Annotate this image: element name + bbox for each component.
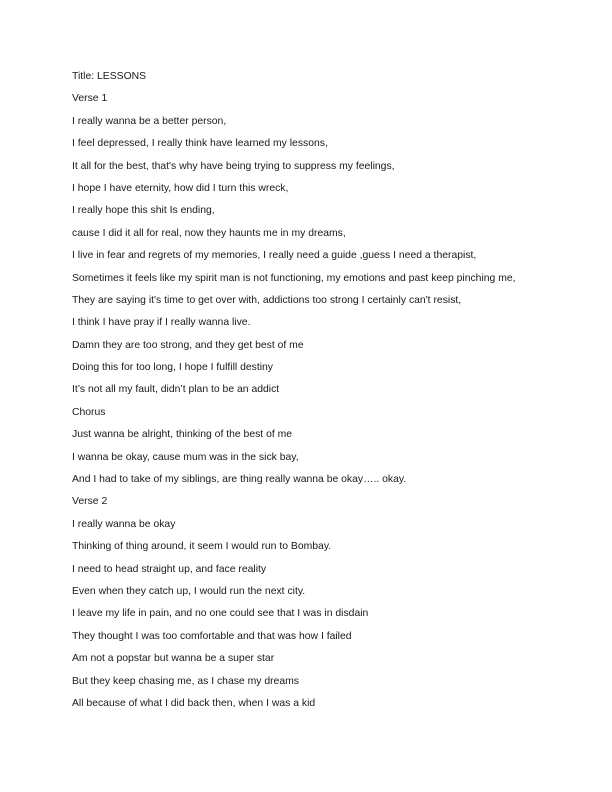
lyric-line: They thought I was too comfortable and that was how I failed	[72, 630, 352, 642]
lyric-line: I live in fear and regrets of my memories, I really need a guide ,guess I need a therapist,	[72, 250, 477, 262]
lyric-line: And I had to take of my siblings, are thing really wanna be okay….. okay.	[72, 474, 407, 486]
lyric-line: cause I did it all for real, now they haunts me in my dreams,	[72, 227, 346, 239]
lyric-line: They are saying it's time to get over with, addictions too strong I certainly can't resist,	[72, 294, 462, 306]
lyric-line: All because of what I did back then, when I was a kid	[72, 697, 316, 709]
lyric-line: Sometimes it feels like my spirit man is not functioning, my emotions and past keep pinching me,	[72, 272, 516, 284]
lyric-line: Even when they catch up, I would run the next city.	[72, 585, 306, 597]
section-heading-verse-1: Verse 1	[72, 93, 108, 105]
lyric-line: Thinking of thing around, it seem I would run to Bombay.	[72, 541, 332, 553]
lyric-line: I really wanna be a better person,	[72, 115, 227, 127]
song-title: Title: LESSONS	[72, 71, 147, 82]
lyric-line: I really hope this shit Is ending,	[72, 205, 215, 217]
lyric-line: It’s not all my fault, didn’t plan to be an addict	[72, 384, 280, 396]
section-heading-chorus: Chorus	[72, 406, 106, 418]
section-heading-verse-2: Verse 2	[72, 496, 108, 508]
lyric-line: Am not a popstar but wanna be a super star	[72, 653, 275, 665]
lyric-line: I really wanna be okay	[72, 518, 176, 530]
lyric-line: I leave my life in pain, and no one could see that I was in disdain	[72, 608, 369, 620]
lyrics-text	[72, 70, 572, 719]
lyric-line: I feel depressed, I really think have learned my lessons,	[72, 138, 328, 150]
lyric-line: I hope I have eternity, how did I turn this wreck,	[72, 182, 289, 194]
lyric-line: Damn they are too strong, and they get best of me	[72, 339, 304, 351]
lyric-line: But they keep chasing me, as I chase my dreams	[72, 675, 299, 687]
lyric-line: Just wanna be alright, thinking of the best of me	[72, 429, 293, 441]
lyric-line: Doing this for too long, I hope I fulfill destiny	[72, 362, 273, 374]
lyric-line: I need to head straight up, and face reality	[72, 563, 267, 575]
lyric-line: I think I have pray if I really wanna live.	[72, 317, 251, 329]
lyric-line: I wanna be okay, cause mum was in the sick bay,	[72, 451, 299, 463]
lyric-line: It all for the best, that's why have being trying to suppress my feelings,	[72, 160, 395, 172]
